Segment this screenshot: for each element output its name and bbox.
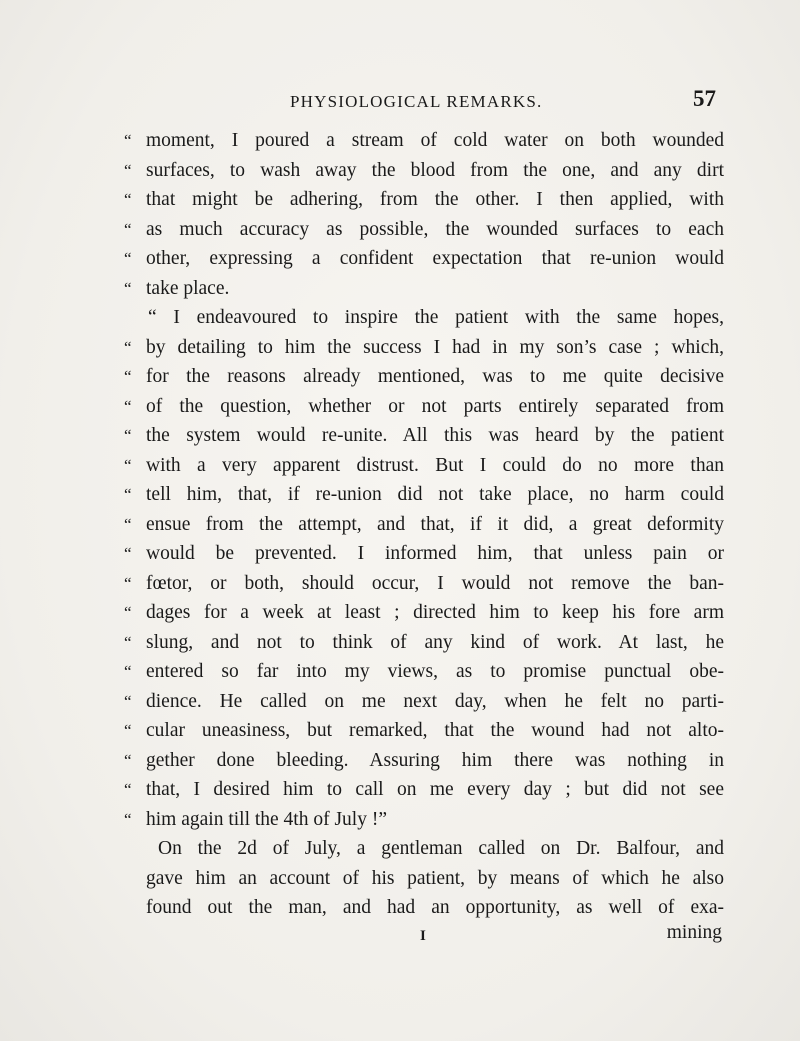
line-text: other, expressing a confident expectation that re-union would <box>146 248 724 269</box>
line-text: On the 2d of July, a gentleman called on Dr. Balfour, and <box>158 838 724 859</box>
quote-mark: “ <box>124 632 132 652</box>
quote-mark: “ <box>124 131 132 150</box>
text-line <box>124 274 724 304</box>
text-line <box>124 510 724 540</box>
line-text: as much accuracy as possible, the wounded surfaces to each <box>146 218 724 240</box>
line-text: entered so far into my views, as to promise punctual obe- <box>146 661 724 682</box>
line-text: found out the man, and had an opportunity, as well of exa- <box>146 897 724 918</box>
line-text: take place. <box>146 277 230 299</box>
text-line <box>124 864 724 894</box>
line-text: surfaces, to wash away the blood from the one, and any dirt <box>146 159 724 181</box>
line-text: tell him, that, if re-union did not take place, no harm could <box>146 484 724 505</box>
body-text <box>124 126 724 923</box>
text-line <box>124 746 724 776</box>
quote-mark: “ <box>124 603 132 622</box>
line-text: moment, I poured a stream of cold water on both wounded <box>146 130 724 151</box>
text-line <box>124 333 724 363</box>
page-footer <box>124 922 724 952</box>
line-text: “ I endeavoured to inspire the patient with the same hopes, <box>148 307 724 328</box>
quote-mark: “ <box>124 249 132 268</box>
quote-mark: “ <box>124 337 132 357</box>
text-line <box>124 362 724 392</box>
line-text: of the question, whether or not parts entirely separated from <box>146 395 724 417</box>
quote-mark: “ <box>124 455 132 475</box>
text-line <box>124 716 724 746</box>
text-line <box>124 392 724 422</box>
quote-mark: “ <box>124 809 132 829</box>
line-text: slung, and not to think of any kind of work. At last, he <box>146 631 724 653</box>
line-text: for the reasons already mentioned, was to me quite decisive <box>146 366 724 387</box>
line-text: ensue from the attempt, and that, if it did, a great deformity <box>146 513 724 535</box>
quote-mark: “ <box>124 721 132 740</box>
quote-mark: “ <box>124 367 132 386</box>
text-line <box>124 303 724 333</box>
quote-mark: “ <box>124 544 132 563</box>
text-line <box>124 156 724 186</box>
line-text: that might be adhering, from the other. I then applied, with <box>146 189 724 210</box>
signature-mark: I <box>420 928 426 944</box>
line-text: dages for a week at least ; directed him to keep his fore arm <box>146 602 724 623</box>
text-line <box>124 628 724 658</box>
page-number: 57 <box>693 86 716 111</box>
text-line <box>124 569 724 599</box>
quote-mark: “ <box>124 691 132 711</box>
text-line <box>124 687 724 717</box>
quote-mark: “ <box>124 426 132 445</box>
quote-mark: “ <box>124 780 132 799</box>
text-line <box>124 805 724 835</box>
text-line <box>124 893 724 923</box>
line-text: dience. He called on me next day, when he felt no parti- <box>146 690 724 712</box>
line-text: would be prevented. I informed him, that unless pain or <box>146 543 724 564</box>
page-header <box>130 86 720 122</box>
text-line <box>124 657 724 687</box>
line-text: him again till the 4th of July !” <box>146 808 387 830</box>
text-line <box>124 126 724 156</box>
line-text: with a very apparent distrust. But I could do no more than <box>146 454 724 476</box>
text-line <box>124 451 724 481</box>
text-line <box>124 598 724 628</box>
quote-mark: “ <box>124 278 132 298</box>
quote-mark: “ <box>124 573 132 593</box>
text-line <box>124 185 724 215</box>
line-text: fœtor, or both, should occur, I would not remove the ban- <box>146 572 724 594</box>
text-line <box>124 244 724 274</box>
line-text: the system would re-unite. All this was heard by the patient <box>146 425 724 446</box>
line-text: gether done bleeding. Assuring him there was nothing in <box>146 749 724 771</box>
quote-mark: “ <box>124 219 132 239</box>
text-line <box>124 834 724 864</box>
text-line <box>124 539 724 569</box>
quote-mark: “ <box>124 396 132 416</box>
line-text: gave him an account of his patient, by means of which he also <box>146 867 724 889</box>
running-head: PHYSIOLOGICAL REMARKS. <box>290 92 543 111</box>
text-line <box>124 480 724 510</box>
quote-mark: “ <box>124 190 132 209</box>
text-line <box>124 215 724 245</box>
quote-mark: “ <box>124 160 132 180</box>
text-line <box>124 421 724 451</box>
quote-mark: “ <box>124 514 132 534</box>
line-text: that, I desired him to call on me every day ; but did not see <box>146 779 724 800</box>
quote-mark: “ <box>124 662 132 681</box>
quote-mark: “ <box>124 485 132 504</box>
quote-mark: “ <box>124 750 132 770</box>
line-text: by detailing to him the success I had in my son’s case ; which, <box>146 336 724 358</box>
line-text: cular uneasiness, but remarked, that the wound had not alto- <box>146 720 724 741</box>
text-line <box>124 775 724 805</box>
catchword: mining <box>666 922 722 943</box>
